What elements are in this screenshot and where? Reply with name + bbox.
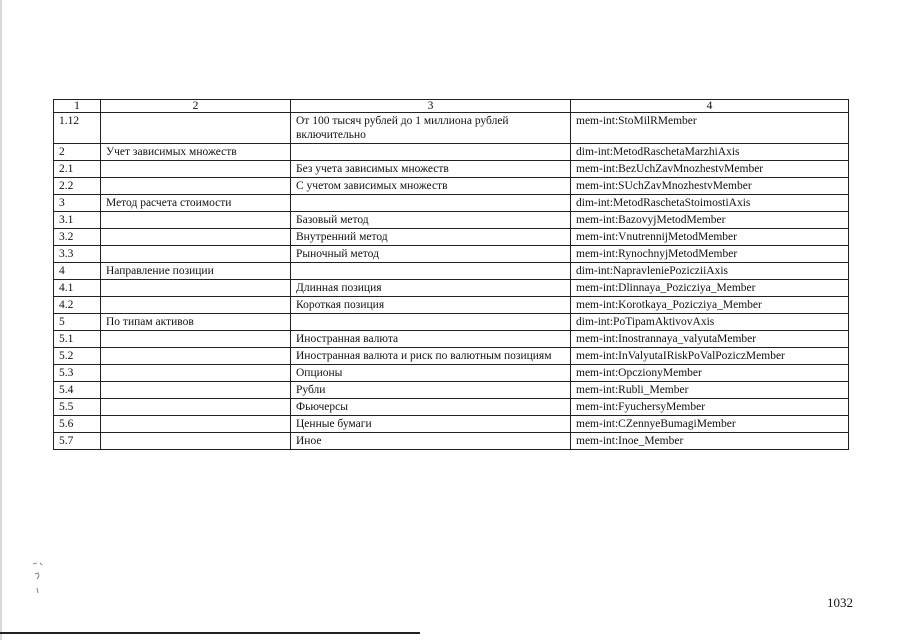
table-row [54, 314, 849, 331]
table-cell-col-3: Фьючерсы [291, 399, 571, 416]
table-row [54, 212, 849, 229]
table-cell-col-2 [101, 246, 291, 263]
table-cell-col-2 [101, 161, 291, 178]
table-cell-col-1: 2.1 [54, 161, 101, 178]
table-cell-col-4: dim-int:PoTipamAktivovAxis [571, 314, 849, 331]
table-cell-col-3: Иное [291, 433, 571, 450]
table-cell-col-2 [101, 297, 291, 314]
table-row [54, 416, 849, 433]
bottom-rule [0, 632, 420, 634]
table-cell-col-4: mem-int:VnutrennijMetodMember [571, 229, 849, 246]
taxonomy-table [53, 99, 849, 450]
table-cell-col-1: 3.3 [54, 246, 101, 263]
table-cell-col-3: Иностранная валюта и риск по валютным позициям [291, 348, 571, 365]
table-cell-col-4: mem-int:Inostrannaya_valyutaMember [571, 331, 849, 348]
table-cell-col-4: mem-int:Inoe_Member [571, 433, 849, 450]
table-cell-col-4: mem-int:BezUchZavMnozhestvMember [571, 161, 849, 178]
table-cell-col-4: mem-int:SUchZavMnozhestvMember [571, 178, 849, 195]
table-cell-col-2 [101, 399, 291, 416]
header-col-2: 2 [101, 100, 291, 113]
table-row [54, 229, 849, 246]
table-cell-col-3 [291, 314, 571, 331]
table-cell-col-4: mem-int:InValyutaIRiskPoValPoziczMember [571, 348, 849, 365]
table-cell-col-2 [101, 229, 291, 246]
table-row [54, 113, 849, 144]
table-cell-col-1: 3.1 [54, 212, 101, 229]
table-cell-col-1: 5.5 [54, 399, 101, 416]
table-row [54, 331, 849, 348]
table-row [54, 144, 849, 161]
table-cell-col-3: Ценные бумаги [291, 416, 571, 433]
table-cell-col-2 [101, 331, 291, 348]
table-cell-col-2 [101, 433, 291, 450]
table-cell-col-1: 2.2 [54, 178, 101, 195]
table-cell-col-4: dim-int:NapravleniePozicziiAxis [571, 263, 849, 280]
table-cell-col-1: 5.1 [54, 331, 101, 348]
table-cell-col-3: От 100 тысяч рублей до 1 миллиона рублей включительно [291, 113, 571, 144]
table-cell-col-1: 4.2 [54, 297, 101, 314]
table-cell-col-3: Рубли [291, 382, 571, 399]
table-cell-col-2: Направление позиции [101, 263, 291, 280]
table-cell-col-4: mem-int:Korotkaya_Pozicziya_Member [571, 297, 849, 314]
table-row [54, 433, 849, 450]
table-cell-col-4: mem-int:OpczionyMember [571, 365, 849, 382]
table-row [54, 178, 849, 195]
table-cell-col-4: mem-int:Rubli_Member [571, 382, 849, 399]
table-cell-col-1: 5.6 [54, 416, 101, 433]
table-row [54, 365, 849, 382]
table-row [54, 280, 849, 297]
page-number: 1032 [827, 595, 853, 610]
table-row [54, 246, 849, 263]
table-row [54, 399, 849, 416]
table-cell-col-4: dim-int:MetodRaschetaStoimostiAxis [571, 195, 849, 212]
table-cell-col-1: 5.4 [54, 382, 101, 399]
table-cell-col-2 [101, 382, 291, 399]
table-cell-col-3: Короткая позиция [291, 297, 571, 314]
table-row [54, 382, 849, 399]
table-cell-col-2: Учет зависимых множеств [101, 144, 291, 161]
table-cell-col-3 [291, 263, 571, 280]
table-cell-col-1: 5 [54, 314, 101, 331]
table-cell-col-3: Иностранная валюта [291, 331, 571, 348]
table-cell-col-3: Длинная позиция [291, 280, 571, 297]
table-cell-col-2 [101, 348, 291, 365]
table-row [54, 348, 849, 365]
table-cell-col-1: 4.1 [54, 280, 101, 297]
table-cell-col-1: 3 [54, 195, 101, 212]
scan-margin-marks [32, 560, 44, 599]
table-cell-col-2 [101, 113, 291, 144]
table-cell-col-1: 3.2 [54, 229, 101, 246]
table-cell-col-2: Метод расчета стоимости [101, 195, 291, 212]
table-cell-col-2 [101, 178, 291, 195]
table-cell-col-4: mem-int:StoMilRMember [571, 113, 849, 144]
table-cell-col-4: dim-int:MetodRaschetaMarzhiAxis [571, 144, 849, 161]
scan-left-edge [0, 0, 2, 640]
header-col-3: 3 [291, 100, 571, 113]
table-cell-col-3: С учетом зависимых множеств [291, 178, 571, 195]
table-header-row [54, 100, 849, 113]
table-cell-col-4: mem-int:BazovyjMetodMember [571, 212, 849, 229]
table-cell-col-3: Без учета зависимых множеств [291, 161, 571, 178]
table-cell-col-2: По типам активов [101, 314, 291, 331]
table-cell-col-1: 2 [54, 144, 101, 161]
table-row [54, 297, 849, 314]
header-col-1: 1 [54, 100, 101, 113]
table-cell-col-1: 5.2 [54, 348, 101, 365]
table-cell-col-3: Базовый метод [291, 212, 571, 229]
table-cell-col-4: mem-int:FyuchersyMember [571, 399, 849, 416]
table-row [54, 263, 849, 280]
table-cell-col-1: 5.3 [54, 365, 101, 382]
table-row [54, 161, 849, 178]
table-cell-col-1: 1.12 [54, 113, 101, 144]
table-cell-col-3 [291, 195, 571, 212]
table-cell-col-3: Рыночный метод [291, 246, 571, 263]
table-row [54, 195, 849, 212]
table-cell-col-2 [101, 416, 291, 433]
table-cell-col-3: Внутренний метод [291, 229, 571, 246]
header-col-4: 4 [571, 100, 849, 113]
table-cell-col-3: Опционы [291, 365, 571, 382]
table-cell-col-1: 4 [54, 263, 101, 280]
table-cell-col-2 [101, 280, 291, 297]
table-cell-col-4: mem-int:RynochnyjMetodMember [571, 246, 849, 263]
table-cell-col-2 [101, 212, 291, 229]
table-cell-col-2 [101, 365, 291, 382]
table-body [54, 113, 849, 450]
table-cell-col-3 [291, 144, 571, 161]
table-cell-col-4: mem-int:CZennyeBumagiMember [571, 416, 849, 433]
table-cell-col-1: 5.7 [54, 433, 101, 450]
table-cell-col-4: mem-int:Dlinnaya_Pozicziya_Member [571, 280, 849, 297]
